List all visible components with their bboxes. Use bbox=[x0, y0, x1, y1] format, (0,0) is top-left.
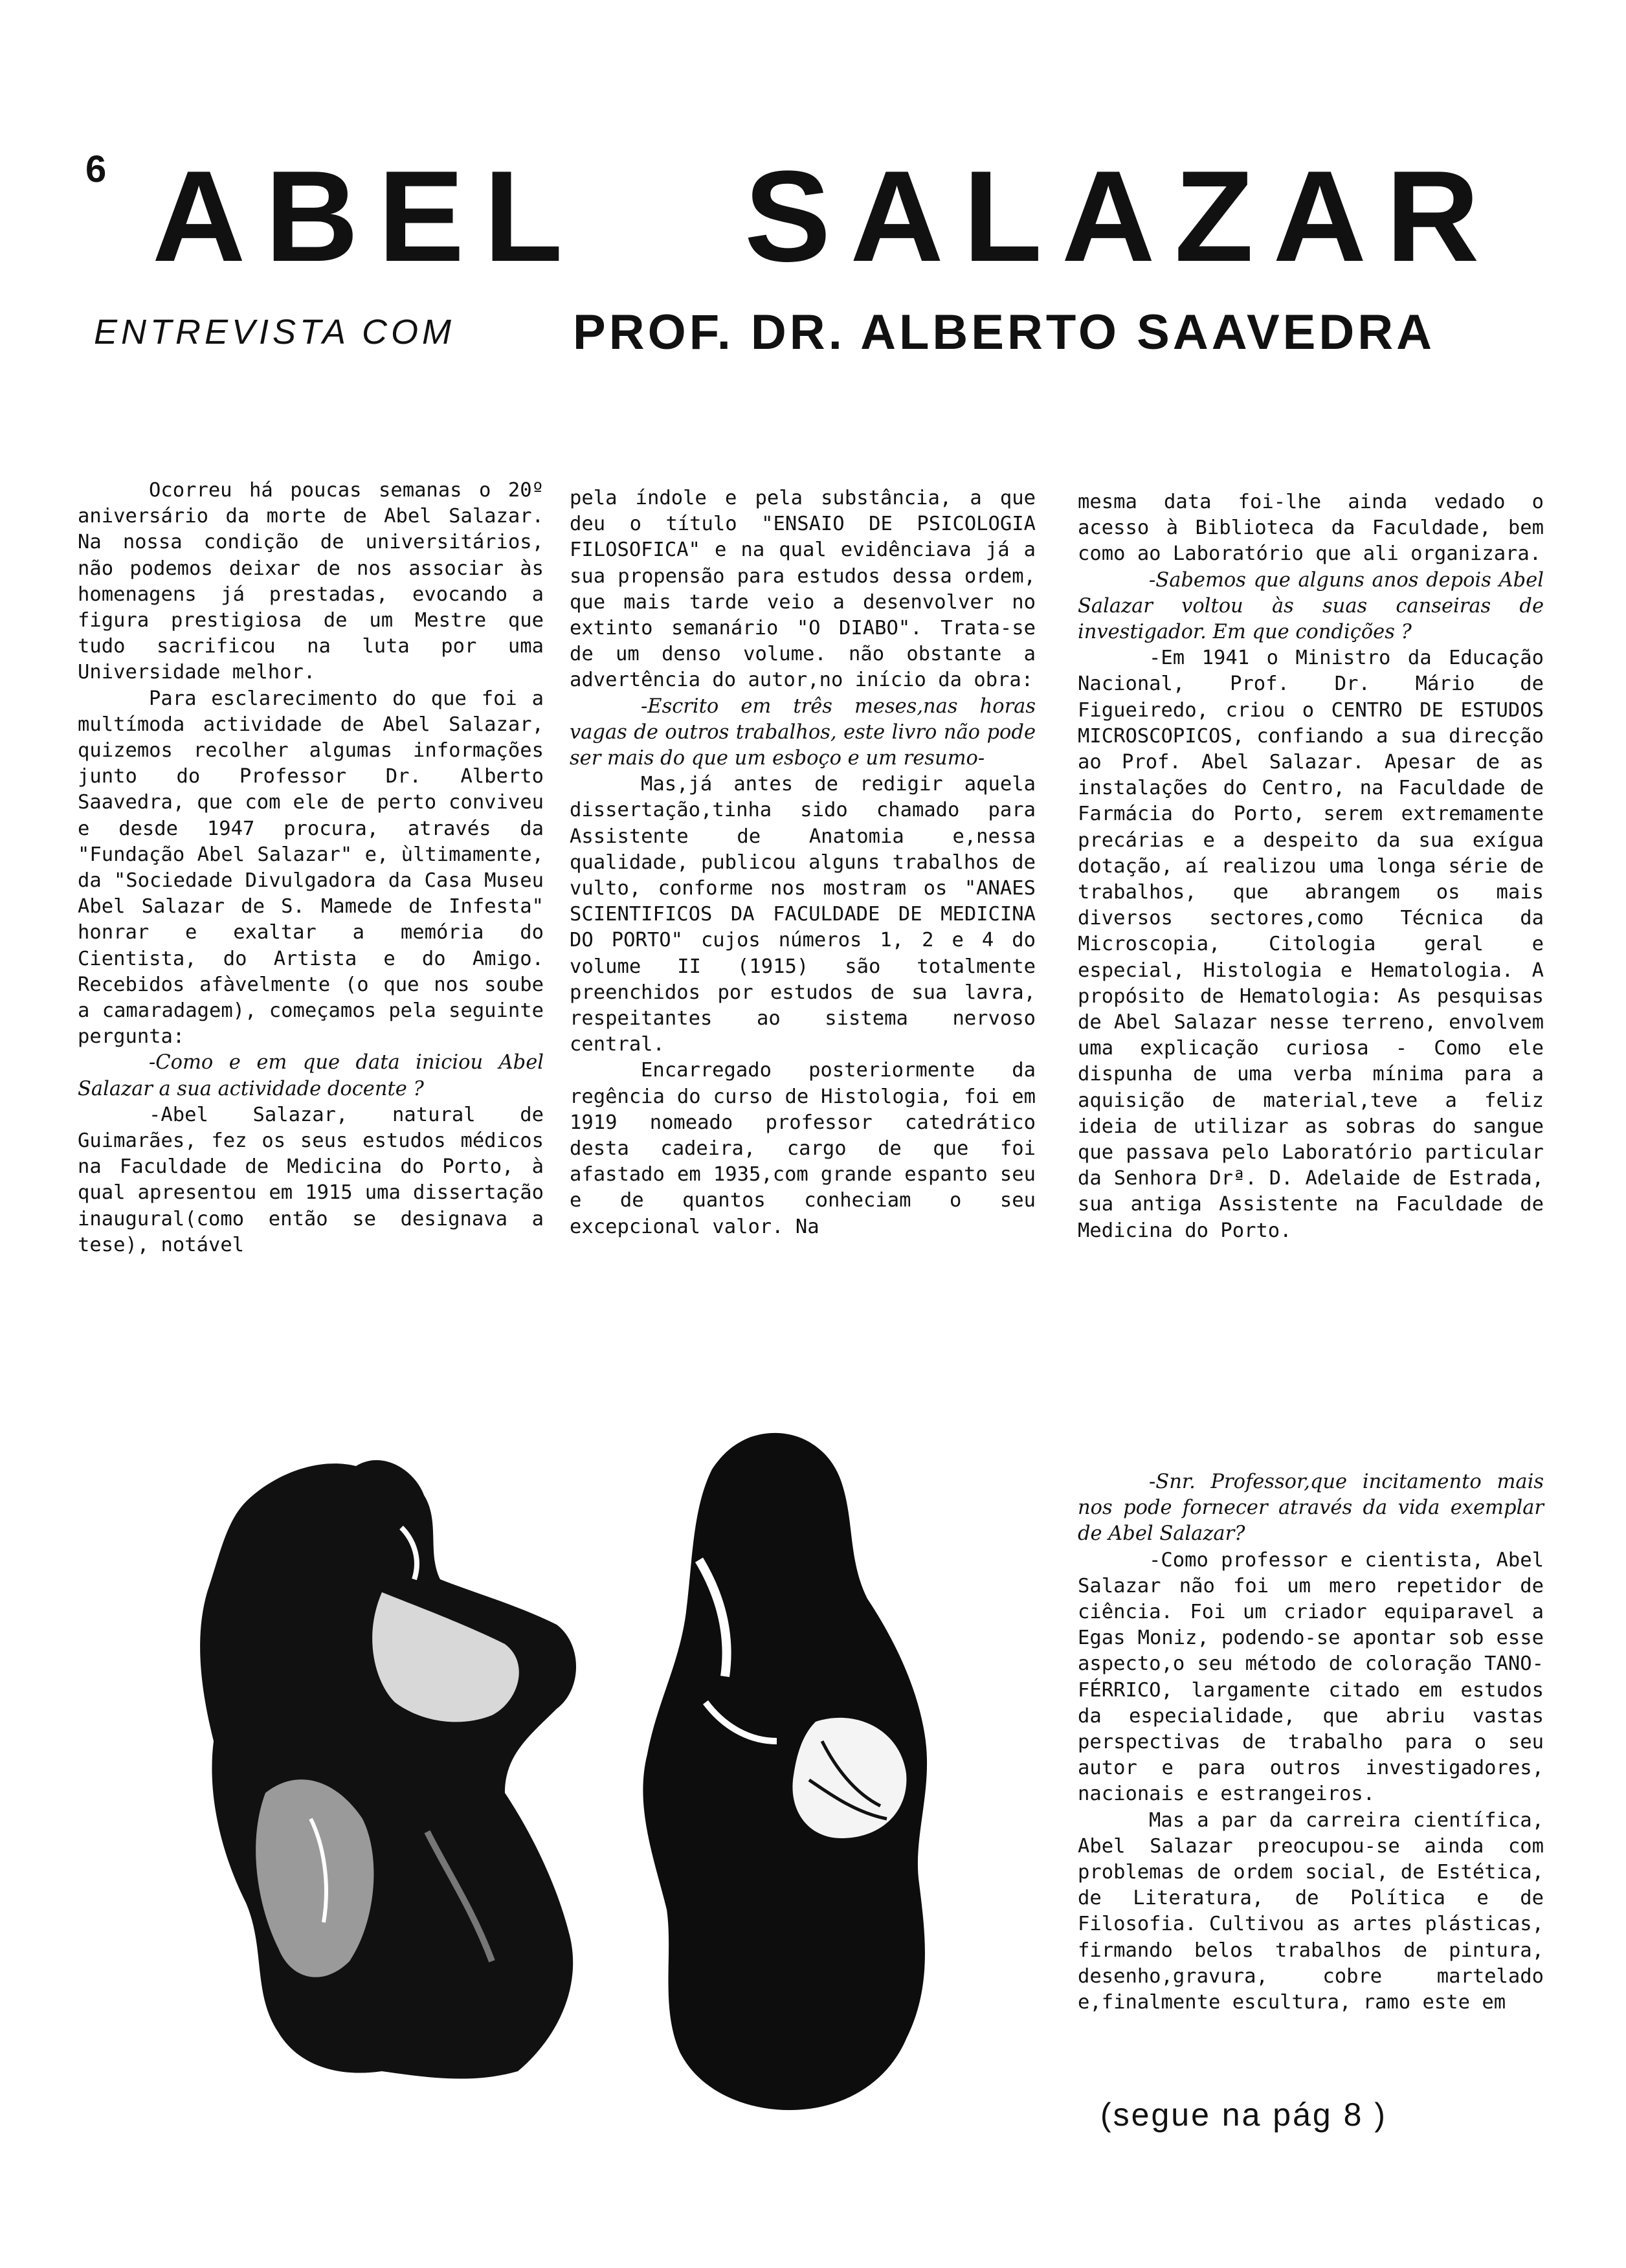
paragraph: Ocorreu há poucas semanas o 20º aniversário da morte de Abel Salazar. Na nossa condição de universitários, não podemos deixar de nos associar às homenagens já prestadas, evocando a figura prestigiosa de um Mestre que tudo sacrificou na luta por uma Universidade melhor. bbox=[78, 479, 544, 684]
text-column-2 bbox=[570, 485, 1036, 1240]
title-second-word: SALAZAR bbox=[744, 144, 1499, 289]
paragraph: -Abel Salazar, natural de Guimarães, fez os seus estudos médicos na Faculdade de Medicina do Porto, à qual apresentou em 1915 uma dissertação inaugural(como então se designava a tese), notável bbox=[78, 1103, 544, 1256]
continuation-note: (segue na pág 8 ) bbox=[1100, 2096, 1387, 2133]
paragraph: Para esclarecimento do que foi a multímoda actividade de Abel Salazar, quizemos recolher algumas informações junto do Professor Dr. Alberto Saavedra, que com ele de perto conviveu e desde 1947 procura, através da "Fundação Abel Salazar" e, ùltimamente, da "Sociedade Divulgadora da Casa Museu Abel Salazar de S. Mamede de Infesta" honrar e exaltar a memória do Cientista, do Artista e do Amigo. Recebidos afàvelmente (o que nos soube a camaradagem), começamos pela seguinte pergunta: bbox=[78, 687, 544, 1049]
title-first-word: ABEL bbox=[152, 144, 583, 289]
paragraph: Mas a par da carreira científica, Abel Salazar preocupou-se ainda com problemas de ordem social, de Estética, de Literatura, de Política e de Filosofia. Cultivou as artes plásticas, firmando belos trabalhos de pintura, desenho,gravura, cobre martelado e,finalmente escultura, ramo este em bbox=[1078, 1808, 1544, 2014]
paragraph: mesma data foi-lhe ainda vedado o acesso à Biblioteca da Faculdade, bem como ao Laboratório que ali organizara. bbox=[1078, 491, 1544, 566]
subtitle-interviewee: PROF. DR. ALBERTO SAAVEDRA bbox=[573, 305, 1436, 360]
subtitle-interview: ENTREVISTA COM bbox=[94, 313, 456, 351]
text-column-3 bbox=[1078, 489, 1544, 1244]
paragraph: Encarregado posteriormente da regência do curso de Histologia, foi em 1919 nomeado professor catedrático desta cadeira, cargo de que foi afastado em 1935,com grande espanto seu e de quantos conheciam o seu excepcional valor. Na bbox=[570, 1059, 1036, 1238]
quotation: -Escrito em três meses,nas horas vagas de outros trabalhos, este livro não pode ser mais do que um esboço e um resumo- bbox=[570, 695, 1036, 770]
artwork-figure-left bbox=[168, 1430, 621, 2091]
text-column-4 bbox=[1078, 1469, 1544, 2016]
interview-question: -Snr. Professor,que incitamento mais nos pode fornecer através da vida exemplar de Abel Salazar? bbox=[1078, 1471, 1544, 1546]
page-number: 6 bbox=[85, 148, 107, 190]
interview-question: -Sabemos que alguns anos depois Abel Salazar voltou às suas canseiras de investigador. Em que condições ? bbox=[1078, 568, 1544, 644]
paragraph: pela índole e pela substância, a que deu o título "ENSAIO DE PSICOLOGIA FILOSOFICA" e na qual evidênciava já a sua propensão para estudos dessa ordem, que mais tarde veio a desenvolver no extinto semanário "O DIABO". Trata-se de um denso volume. não obstante a advertência do autor,no início da obra: bbox=[570, 487, 1036, 692]
artwork-figure-right bbox=[621, 1418, 958, 2123]
paragraph: -Como professor e cientista, Abel Salazar não foi um mero repetidor de ciência. Foi um criador equiparavel a Egas Moniz, podendo-se apontar sob esse aspecto,o seu método de coloração TANO-FÉRRICO, largamente citado em estudos da especialidade, que abriu vastas perspectivas de trabalho para o seu autor e para outros investigadores, nacionais e estrangeiros. bbox=[1078, 1548, 1544, 1806]
paragraph: -Em 1941 o Ministro da Educação Nacional, Prof. Dr. Mário de Figueiredo, criou o CENTRO DE ESTUDOS MICROSCOPICOS, confiando a sua direcção ao Prof. Abel Salazar. Apesar de as instalações do Centro, na Faculdade de Farmácia do Porto, serem extremamente precárias e a despeito da sua exígua dotação, aí realizou uma longa série de trabalhos, que abrangem os mais diversos sectores,como Técnica da Microscopia, Citologia geral e especial, Histologia e Hematologia. A propósito de Hematologia: As pesquisas de Abel Salazar nesse terreno, envolvem uma explicação curiosa - Como ele dispunha de uma verba mínima para a aquisição de material,teve a feliz ideia de utilizar as sobras do sangue que passava pelo Laboratório particular da Senhora Drª. D. Adelaide de Estrada, sua antiga Assistente na Faculdade de Medicina do Porto. bbox=[1078, 647, 1544, 1242]
interview-question: -Como e em que data iniciou Abel Salazar a sua actividade docente ? bbox=[78, 1051, 544, 1100]
text-column-1 bbox=[78, 478, 544, 1258]
paragraph: Mas,já antes de redigir aquela dissertação,tinha sido chamado para Assistente de Anatomia e,nessa qualidade, publicou alguns trabalhos de vulto, conforme nos mostram os "ANAES SCIENTIFICOS DA FACULDADE DE MEDICINA DO PORTO" cujos números 1, 2 e 4 do volume II (1915) são totalmente preenchidos por estudos de sua lavra, respeitantes ao sistema nervoso central. bbox=[570, 773, 1036, 1056]
article-title bbox=[0, 146, 1626, 288]
